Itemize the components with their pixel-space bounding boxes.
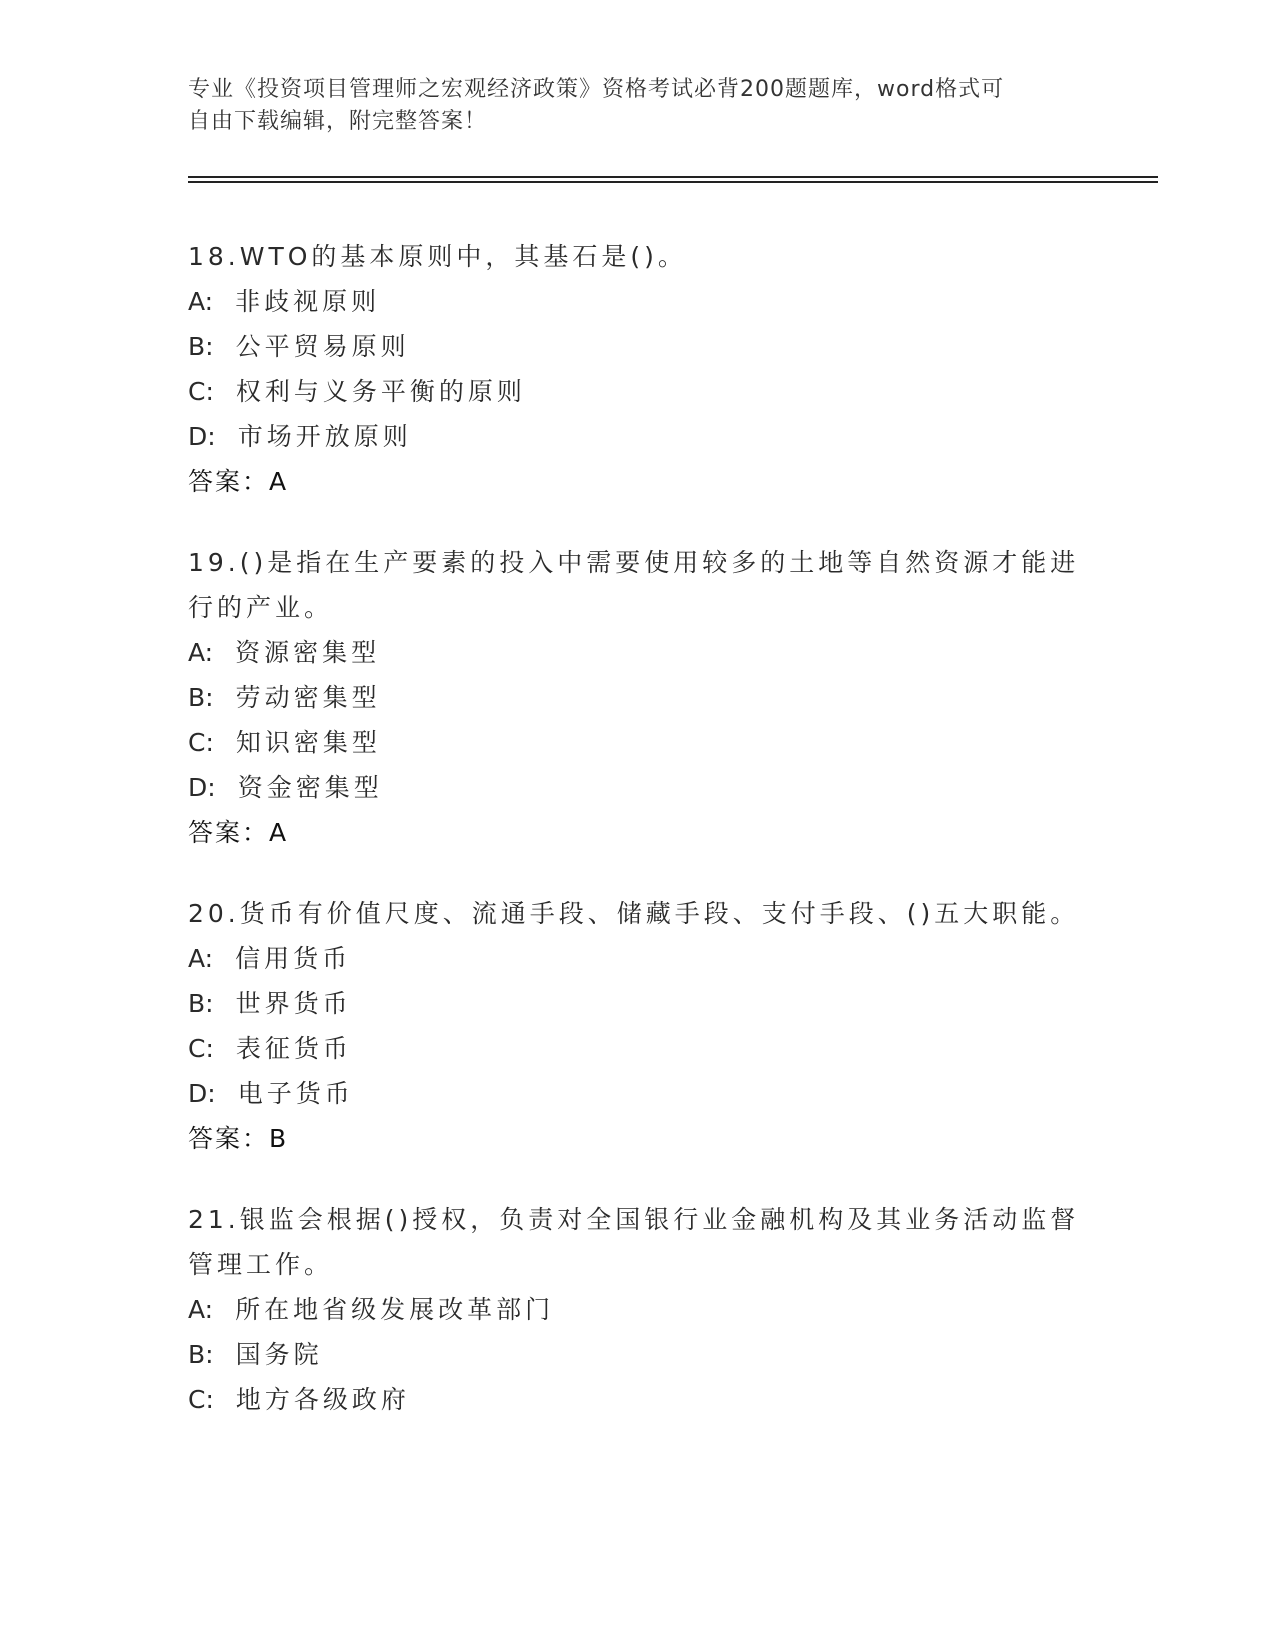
question-18 <box>188 234 1088 504</box>
option-text: 市场开放原则 <box>237 422 412 451</box>
question-stem: 18.WTO的基本原则中，其基石是()。 <box>188 242 687 271</box>
question-list <box>188 234 1088 1458</box>
option-a <box>188 1287 1088 1332</box>
option-letter: C: <box>188 728 214 757</box>
option-c <box>188 369 1088 414</box>
option-letter: A: <box>188 944 214 973</box>
option-letter: B: <box>188 1340 214 1369</box>
option-c <box>188 1026 1088 1071</box>
option-text: 信用货币 <box>235 944 352 973</box>
option-b <box>188 981 1088 1026</box>
question-stem: 20.货币有价值尺度、流通手段、储藏手段、支付手段、()五大职能。 <box>188 899 1080 928</box>
answer-line: 答案：B <box>188 1124 289 1153</box>
question-stem: 21.银监会根据()授权，负责对全国银行业金融机构及其业务活动监督管理工作。 <box>188 1205 1080 1279</box>
option-letter: D: <box>188 773 216 802</box>
option-text: 公平贸易原则 <box>235 332 410 361</box>
option-d <box>188 414 1088 459</box>
option-a <box>188 279 1088 324</box>
option-a <box>188 630 1088 675</box>
option-c <box>188 1377 1088 1422</box>
option-b <box>188 675 1088 720</box>
option-text: 地方各级政府 <box>235 1385 410 1414</box>
option-text: 非歧视原则 <box>235 287 381 316</box>
option-text: 电子货币 <box>237 1079 354 1108</box>
option-text: 表征货币 <box>235 1034 352 1063</box>
answer-line: 答案：A <box>188 818 289 847</box>
option-b <box>188 1332 1088 1377</box>
option-text: 世界货币 <box>235 989 352 1018</box>
option-letter: C: <box>188 1385 214 1414</box>
option-text: 资金密集型 <box>237 773 383 802</box>
option-letter: D: <box>188 422 216 451</box>
option-text: 资源密集型 <box>235 638 381 667</box>
option-text: 所在地省级发展改革部门 <box>235 1295 555 1324</box>
question-21 <box>188 1197 1088 1422</box>
question-20 <box>188 891 1088 1161</box>
answer-line: 答案：A <box>188 467 289 496</box>
option-b <box>188 324 1088 369</box>
option-text: 权利与义务平衡的原则 <box>235 377 526 406</box>
header-divider-top <box>188 176 1158 178</box>
option-letter: C: <box>188 1034 214 1063</box>
option-letter: A: <box>188 638 214 667</box>
question-19 <box>188 540 1088 855</box>
option-text: 知识密集型 <box>235 728 381 757</box>
option-text: 劳动密集型 <box>235 683 381 712</box>
header-line-2: 自由下载编辑，附完整答案！ <box>188 109 488 134</box>
option-a <box>188 936 1088 981</box>
header-line-1: 专业《投资项目管理师之宏观经济政策》资格考试必背200题题库，word格式可 <box>188 77 1005 102</box>
option-letter: A: <box>188 1295 214 1324</box>
question-stem: 19.()是指在生产要素的投入中需要使用较多的土地等自然资源才能进行的产业。 <box>188 548 1080 622</box>
option-letter: B: <box>188 989 214 1018</box>
option-letter: A: <box>188 287 214 316</box>
option-letter: C: <box>188 377 214 406</box>
option-letter: D: <box>188 1079 216 1108</box>
option-d <box>188 1071 1088 1116</box>
option-text: 国务院 <box>235 1340 323 1369</box>
document-header <box>188 74 1068 138</box>
option-c <box>188 720 1088 765</box>
header-divider-bottom <box>188 181 1158 183</box>
option-letter: B: <box>188 683 214 712</box>
option-d <box>188 765 1088 810</box>
option-letter: B: <box>188 332 214 361</box>
